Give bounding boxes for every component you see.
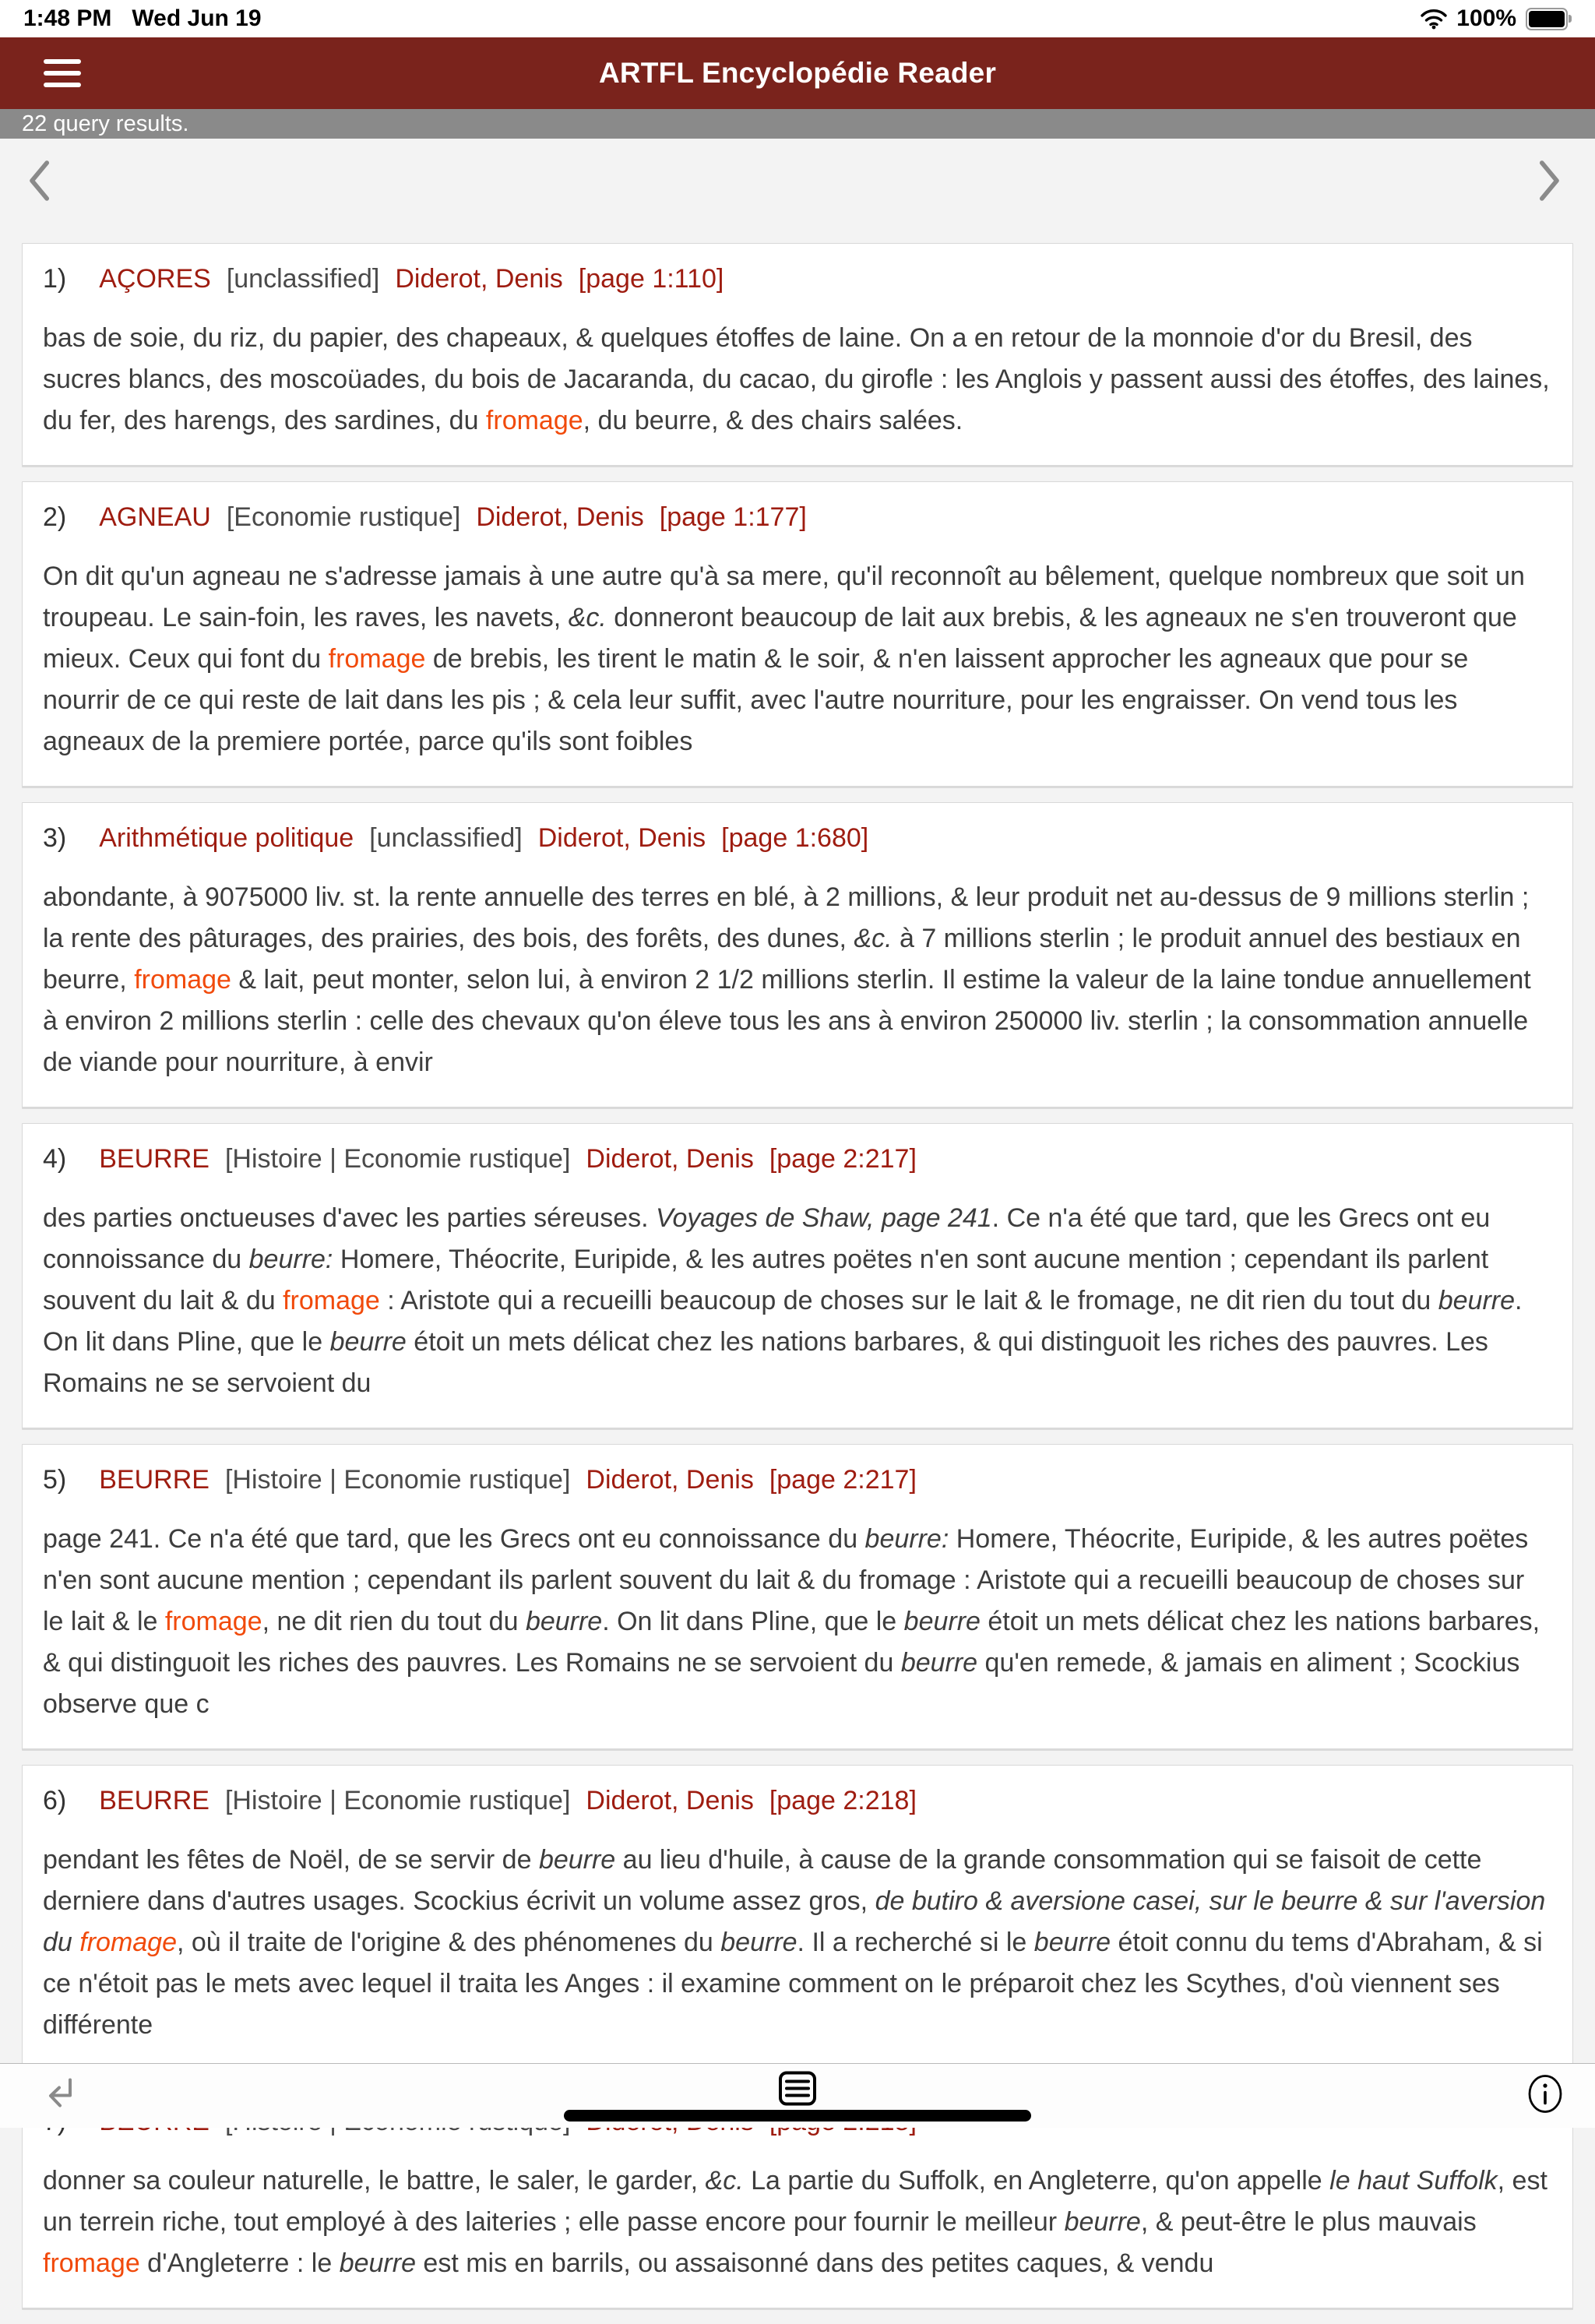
excerpt-text-segment: qu'en remede, & jamais en aliment ; Scockius observe que c [43, 1648, 1520, 1719]
excerpt-text-segment: au lieu d'huile, à cause de la grande consommation qui se faisoit de cette derniere dans d'autres usages. Scockius écrivit un volume assez gros, [43, 1845, 1482, 1916]
excerpt-text-segment: d'Angleterre : le [139, 2248, 340, 2278]
excerpt-text-segment: , du beurre, & des chairs salées. [583, 406, 963, 435]
excerpt-text-segment: , est un terrein riche, tout employé à des laiteries ; elle passe encore pour fournir le meilleur [43, 2166, 1547, 2237]
page-title: ARTFL Encyclopédie Reader [598, 57, 997, 89]
result-author: Diderot, Denis [476, 502, 644, 532]
result-headword: BEURRE [99, 1144, 209, 1174]
excerpt-text-segment: & lait, peut monter, selon lui, à environ 2 1/2 millions sterlin. Il estime la valeur de la laine tondue annuellement à environ 2 millions sterlin : celle des chevaux qu'on éleve tous les ans à environ 250000 liv. sterlin ; la consommation annuelle de viande pour nourriture, à envir [43, 965, 1531, 1077]
excerpt-text-segment: &c. [568, 603, 607, 632]
result-page-reference: [page 2:217] [769, 1465, 917, 1495]
result-excerpt [43, 556, 1552, 762]
result-headword: BEURRE [99, 1786, 209, 1815]
result-classification: [Economie rustique] [226, 502, 461, 532]
excerpt-text-segment: le haut Suffolk [1329, 2166, 1498, 2195]
excerpt-text-segment: . Il a recherché si le [797, 1928, 1034, 1957]
result-author: Diderot, Denis [395, 264, 563, 294]
result-excerpt [43, 877, 1552, 1083]
result-excerpt [43, 318, 1552, 442]
result-number: 4) [43, 1144, 67, 1174]
excerpt-text-segment: beurre [903, 1607, 981, 1636]
result-classification: [unclassified] [226, 264, 380, 294]
excerpt-text-segment: beurre [900, 1648, 978, 1678]
previous-page-chevron-icon[interactable] [23, 159, 55, 202]
excerpt-text-segment: . On lit dans Pline, que le [602, 1607, 904, 1636]
excerpt-text-segment: donner sa couleur naturelle, le battre, le saler, le garder, [43, 2166, 706, 2195]
excerpt-text-segment: &c. [705, 2166, 744, 2195]
result-header [43, 502, 1552, 533]
result-number: 2) [43, 502, 67, 532]
result-number: 5) [43, 1465, 67, 1495]
results-list [0, 243, 1595, 2308]
home-indicator[interactable] [564, 2110, 1031, 2122]
excerpt-text-segment: étoit connu du tems d'Abraham, & si ce n'étoit pas le mets avec lequel il traita les Anges : il examine comment on le préparoit chez les Scythes, d'où viennent ses différente [43, 1928, 1543, 2040]
result-page-reference: [page 1:110] [578, 264, 724, 294]
wifi-icon [1421, 9, 1447, 29]
excerpt-text-segment: beurre [525, 1607, 603, 1636]
excerpt-text-segment: . Ce n'a été que tard, que les Grecs ont eu connoissance du [43, 1203, 1491, 1274]
highlighted-search-term: fromage [164, 1607, 262, 1636]
result-header [43, 1144, 1552, 1174]
highlighted-search-term: fromage [134, 965, 231, 995]
highlighted-search-term: fromage [79, 1928, 177, 1957]
excerpt-text-segment: page 241. Ce n'a été que tard, que les Grecs ont eu connoissance du [43, 1524, 865, 1554]
clock-time: 1:48 PM [23, 5, 112, 31]
excerpt-text-segment: beurre [329, 1327, 407, 1357]
result-card[interactable] [22, 1123, 1573, 1428]
result-card[interactable] [22, 243, 1573, 466]
result-card[interactable] [22, 802, 1573, 1107]
result-author: Diderot, Denis [586, 1144, 754, 1174]
result-excerpt [43, 1198, 1552, 1404]
pagination-row [0, 139, 1595, 243]
battery-icon [1526, 8, 1572, 30]
result-card[interactable] [22, 1765, 1573, 2070]
result-author: Diderot, Denis [586, 1786, 754, 1815]
excerpt-text-segment: Homere, Théocrite, Euripide, & les autres poëtes n'en sont aucune mention ; cependant ils parlent souvent du lait & du [43, 1245, 1489, 1315]
excerpt-text-segment: pendant les fêtes de Noël, de se servir de [43, 1845, 539, 1875]
excerpt-text-segment: de butiro & aversione casei, sur le beurre & sur l'aversion du [43, 1886, 1546, 1957]
excerpt-text-segment: beurre [339, 2248, 416, 2278]
excerpt-text-segment: beurre [1438, 1286, 1516, 1315]
result-header [43, 823, 1552, 854]
excerpt-text-segment: beurre [1064, 2207, 1141, 2237]
excerpt-text-segment: beurre: [864, 1524, 949, 1554]
battery-percent: 100% [1456, 5, 1516, 31]
info-icon[interactable] [1526, 2074, 1564, 2118]
excerpt-text-segment: beurre [1033, 1928, 1111, 1957]
excerpt-text-segment: abondante, à 9075000 liv. st. la rente annuelle des terres en blé, à 2 millions, & leur produit net au-dessus de 9 millions sterlin ; la rente des pâturages, des prairies, des bois, des forêts, des dunes, [43, 882, 1530, 953]
result-headword: Arithmétique politique [99, 823, 354, 853]
result-number: 1) [43, 264, 67, 294]
clock-date: Wed Jun 19 [132, 5, 262, 31]
result-author: Diderot, Denis [537, 823, 706, 853]
result-page-reference: [page 1:680] [721, 823, 869, 853]
result-card[interactable] [22, 481, 1573, 787]
excerpt-text-segment: : Aristote qui a recueilli beaucoup de choses sur le lait & le fromage, ne dit rien du tout du [379, 1286, 1438, 1315]
document-list-icon[interactable] [777, 2070, 818, 2111]
result-card[interactable] [22, 1444, 1573, 1749]
result-header [43, 1786, 1552, 1816]
result-headword: AGNEAU [99, 502, 211, 532]
excerpt-text-segment: de brebis, les tirent le matin & le soir, & n'en laissent approcher les agneaux que pour se nourrir de ce qui reste de lait dans les pis ; & cela leur suffit, avec l'autre nourriture, pour les engraisser. On vend tous les agneaux de la premiere portée, parce qu'ils sont foibles [43, 644, 1469, 756]
result-page-reference: [page 2:217] [769, 1144, 917, 1174]
excerpt-text-segment: étoit un mets délicat chez les nations barbares, & qui distinguoit les riches des pauvres. Les Romains ne se servoient du [43, 1607, 1540, 1678]
result-excerpt [43, 1840, 1552, 2046]
menu-hamburger-icon[interactable] [44, 59, 81, 87]
excerpt-text-segment: est mis en barrils, ou assaisonné dans des petites caques, & vendu [415, 2248, 1214, 2278]
result-author: Diderot, Denis [586, 1465, 754, 1495]
excerpt-text-segment: beurre [538, 1845, 616, 1875]
excerpt-text-segment: des parties onctueuses d'avec les parties séreuses. [43, 1203, 657, 1233]
highlighted-search-term: fromage [328, 644, 426, 674]
result-page-reference: [page 2:218] [769, 1786, 917, 1815]
excerpt-text-segment: , ne dit rien du tout du [262, 1607, 526, 1636]
excerpt-text-segment: beurre: [248, 1245, 333, 1274]
excerpt-text-segment: &c. [854, 924, 893, 953]
result-classification: [Histoire | Economie rustique] [224, 1144, 571, 1174]
excerpt-text-segment: à 7 millions sterlin ; le produit annuel des bestiaux en beurre, [43, 924, 1521, 995]
highlighted-search-term: fromage [485, 406, 583, 435]
next-page-chevron-icon[interactable] [1534, 159, 1565, 202]
excerpt-text-segment: Homere, Théocrite, Euripide, & les autres poëtes n'en sont aucune mention ; cependant ils parlent souvent du lait & du fromage : Aristote qui a recueilli beaucoup de choses sur le lait & le [43, 1524, 1529, 1636]
result-number: 3) [43, 823, 67, 853]
excerpt-text-segment: , & peut-être le plus mauvais [1140, 2207, 1477, 2237]
excerpt-text-segment: , où il traite de l'origine & des phénomenes du [177, 1928, 721, 1957]
excerpt-text-segment: La partie du Suffolk, en Angleterre, qu'on appelle [743, 2166, 1330, 2195]
app-header [0, 37, 1595, 109]
excerpt-text-segment: étoit un mets délicat chez les nations barbares, & qui distinguoit les riches des pauvres. Les Romains ne se servoient du [43, 1327, 1488, 1398]
result-header [43, 1465, 1552, 1495]
excerpt-text-segment: Voyages de Shaw, page 241 [656, 1203, 992, 1233]
result-classification: [Histoire | Economie rustique] [224, 1465, 571, 1495]
result-page-reference: [page 1:177] [659, 502, 807, 532]
highlighted-search-term: fromage [283, 1286, 380, 1315]
result-headword: BEURRE [99, 1465, 209, 1495]
return-icon[interactable] [40, 2074, 81, 2118]
results-scroll-area[interactable] [0, 139, 1595, 2324]
result-classification: [unclassified] [369, 823, 523, 853]
highlighted-search-term: fromage [43, 2248, 140, 2278]
excerpt-text-segment: donneront beaucoup de lait aux brebis, & les agneaux ne s'en trouveront que mieux. Ceux qui font du [43, 603, 1517, 674]
result-classification: [Histoire | Economie rustique] [224, 1786, 571, 1815]
result-header [43, 264, 1552, 294]
result-excerpt [43, 2160, 1552, 2284]
query-results-bar [0, 109, 1595, 139]
status-bar [0, 0, 1595, 37]
result-number: 6) [43, 1786, 67, 1815]
query-results-count: 22 query results. [22, 111, 189, 136]
excerpt-text-segment: bas de soie, du riz, du papier, des chapeaux, & quelques étoffes de laine. On a en retour de la monnoie d'or du Bresil, des sucres blancs, des moscoüades, du bois de Jacaranda, du cacao, du girofle : les Anglois y passent aussi des étoffes, des laines, du fer, des harengs, des sardines, du [43, 323, 1550, 435]
excerpt-text-segment: On dit qu'un agneau ne s'adresse jamais à une autre qu'à sa mere, qu'il reconnoît au bêlement, quelque nombreux que soit un troupeau. Le sain-foin, les raves, les navets, [43, 562, 1525, 632]
excerpt-text-segment: beurre [720, 1928, 798, 1957]
excerpt-text-segment: . On lit dans Pline, que le [43, 1286, 1523, 1357]
result-headword: AÇORES [99, 264, 211, 294]
result-excerpt [43, 1519, 1552, 1725]
